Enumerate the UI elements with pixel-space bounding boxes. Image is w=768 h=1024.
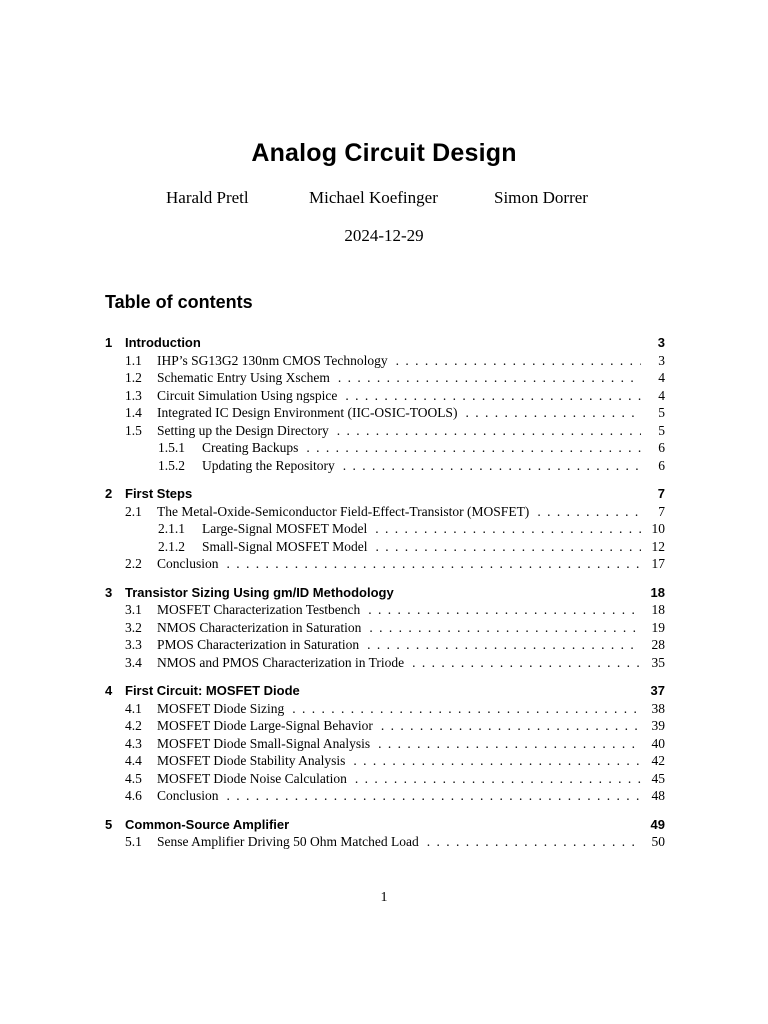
toc-section-entry[interactable] <box>105 833 665 851</box>
author-list <box>0 188 768 212</box>
toc-section-entry[interactable] <box>105 601 665 619</box>
toc-chapter-page: 3 <box>657 335 665 350</box>
toc-chapter-number: 2 <box>105 486 113 501</box>
toc-section-title: Updating the Repository <box>202 457 335 473</box>
toc-section-page: 5 <box>658 422 665 438</box>
toc-section-number: 3.2 <box>125 619 142 635</box>
dot-leader <box>367 636 641 654</box>
dot-leader <box>427 833 641 851</box>
toc-section-number: 4.3 <box>125 735 142 751</box>
toc-section-page: 7 <box>658 503 665 519</box>
toc-section-number: 2.2 <box>125 556 142 571</box>
toc-section-title: Small-Signal MOSFET Model <box>202 538 368 554</box>
dot-leader <box>537 503 641 521</box>
dot-leader <box>381 717 641 735</box>
toc-section-title: NMOS and PMOS Characterization in Triode <box>157 654 405 670</box>
toc-chapter <box>105 816 665 851</box>
toc-section-page: 42 <box>651 753 665 768</box>
dot-leader <box>396 352 641 370</box>
document-title: Analog Circuit Design <box>251 139 517 167</box>
dot-leader <box>353 752 641 770</box>
dot-leader <box>337 422 641 440</box>
toc-section-title: NMOS Characterization in Saturation <box>157 619 362 635</box>
document-date: 2024-12-29 <box>344 226 424 245</box>
dot-leader <box>368 601 641 619</box>
toc-section-title: Creating Backups <box>202 440 299 455</box>
toc-chapter-page: 37 <box>650 683 665 698</box>
toc-section-page: 6 <box>658 440 665 455</box>
toc-section-title: MOSFET Diode Stability Analysis <box>157 753 346 768</box>
toc-chapter-title: Introduction <box>125 335 201 350</box>
toc-section-entry[interactable] <box>105 717 665 735</box>
toc-section-entry[interactable] <box>105 352 665 370</box>
toc-section-page: 4 <box>658 387 665 403</box>
toc-section-number: 1.5.1 <box>158 440 185 455</box>
toc-section-entry[interactable] <box>105 422 665 440</box>
toc-section-entry[interactable] <box>105 770 665 788</box>
toc-section-title: MOSFET Diode Large-Signal Behavior <box>157 718 373 733</box>
toc-section-page: 39 <box>651 718 665 733</box>
toc-section-page: 3 <box>658 352 665 368</box>
dot-leader <box>227 787 641 805</box>
toc-subsection-entry[interactable] <box>105 538 665 556</box>
dot-leader <box>227 555 641 573</box>
toc-section-entry[interactable] <box>105 700 665 718</box>
toc-section-number: 1.3 <box>125 387 142 403</box>
toc-chapter-entry[interactable] <box>105 584 665 602</box>
toc-chapter-number: 5 <box>105 816 113 832</box>
toc-section-number: 4.2 <box>125 718 142 733</box>
toc-section-page: 5 <box>658 405 665 420</box>
toc-section-number: 1.4 <box>125 405 142 420</box>
toc-subsection-entry[interactable] <box>105 439 665 457</box>
toc-section-title: Conclusion <box>157 556 219 571</box>
toc-section-entry[interactable] <box>105 404 665 422</box>
toc-section-entry[interactable] <box>105 555 665 573</box>
author-name: Harald Pretl <box>166 188 249 207</box>
dot-leader <box>465 404 641 422</box>
dot-leader <box>292 700 641 718</box>
author-name: Simon Dorrer <box>494 188 588 207</box>
toc-section-number: 1.5.2 <box>158 457 185 473</box>
toc-section-title: Conclusion <box>157 788 219 803</box>
toc-section-page: 17 <box>651 556 665 571</box>
toc-section-entry[interactable] <box>105 787 665 805</box>
dot-leader <box>343 457 641 475</box>
toc-section-number: 3.1 <box>125 602 142 617</box>
toc-section-title: Sense Amplifier Driving 50 Ohm Matched Load <box>157 834 419 849</box>
toc-section-page: 50 <box>651 834 665 849</box>
toc-section-page: 18 <box>651 602 665 617</box>
toc-section-number: 2.1.1 <box>158 521 185 536</box>
dot-leader <box>306 439 641 457</box>
toc-section-title: Schematic Entry Using Xschem <box>157 370 330 385</box>
toc-section-entry[interactable] <box>105 654 665 672</box>
toc-chapter-title: Common-Source Amplifier <box>125 816 290 832</box>
toc-chapter-title: First Steps <box>125 486 193 501</box>
author-name: Michael Koefinger <box>309 188 438 207</box>
toc-section-title: PMOS Characterization in Saturation <box>157 637 360 652</box>
toc-chapter-number: 1 <box>105 335 113 350</box>
toc-section-entry[interactable] <box>105 387 665 405</box>
toc-section-entry[interactable] <box>105 636 665 654</box>
toc-section-page: 40 <box>651 735 665 751</box>
dot-leader <box>378 735 641 753</box>
toc-section-page: 10 <box>651 521 665 536</box>
dot-leader <box>338 369 641 387</box>
toc-section-number: 2.1 <box>125 503 142 519</box>
toc-section-page: 28 <box>651 637 665 652</box>
toc-chapter-title: First Circuit: MOSFET Diode <box>125 683 300 698</box>
toc-chapter <box>105 334 665 474</box>
dot-leader <box>376 538 641 556</box>
dot-leader <box>375 520 641 538</box>
toc-section-entry[interactable] <box>105 369 665 387</box>
toc-section-title: Integrated IC Design Environment (IIC-OSIC-TOOLS) <box>157 405 458 420</box>
toc-heading: Table of contents <box>105 292 253 312</box>
toc-section-title: The Metal-Oxide-Semiconductor Field-Effect-Transistor (MOSFET) <box>157 503 530 519</box>
toc-section-page: 35 <box>651 654 665 670</box>
toc-chapter-title: Transistor Sizing Using gm/ID Methodology <box>125 584 394 600</box>
toc-section-title: Large-Signal MOSFET Model <box>202 521 368 536</box>
dot-leader <box>345 387 641 405</box>
toc-section-page: 19 <box>651 619 665 635</box>
toc-section-number: 1.1 <box>125 352 142 368</box>
toc-section-number: 1.2 <box>125 370 142 385</box>
toc-section-title: Circuit Simulation Using ngspice <box>157 387 338 403</box>
toc-section-number: 3.4 <box>125 654 142 670</box>
toc-section-page: 38 <box>651 700 665 716</box>
toc-section-entry[interactable] <box>105 735 665 753</box>
toc-chapter-entry[interactable] <box>105 816 665 834</box>
toc-section-number: 4.1 <box>125 700 142 716</box>
toc-section-page: 48 <box>651 788 665 803</box>
toc-chapter <box>105 485 665 573</box>
toc-section-title: MOSFET Diode Sizing <box>157 700 285 716</box>
toc-section-number: 4.6 <box>125 788 142 803</box>
toc-section-number: 5.1 <box>125 834 142 849</box>
toc-section-page: 12 <box>651 538 665 554</box>
toc-section-title: MOSFET Characterization Testbench <box>157 602 361 617</box>
toc-chapter-page: 18 <box>650 584 665 600</box>
toc-section-title: MOSFET Diode Noise Calculation <box>157 770 347 786</box>
toc-chapter <box>105 682 665 805</box>
toc-chapter-entry[interactable] <box>105 334 665 352</box>
table-of-contents <box>105 334 665 862</box>
page-number: 1 <box>380 890 388 905</box>
dot-leader <box>355 770 641 788</box>
toc-chapter-entry[interactable] <box>105 682 665 700</box>
toc-subsection-entry[interactable] <box>105 457 665 475</box>
toc-section-entry[interactable] <box>105 619 665 637</box>
toc-section-entry[interactable] <box>105 752 665 770</box>
toc-section-page: 6 <box>658 457 665 473</box>
toc-chapter <box>105 584 665 672</box>
toc-section-number: 3.3 <box>125 637 142 652</box>
toc-section-number: 1.5 <box>125 422 142 438</box>
toc-section-number: 4.4 <box>125 753 142 768</box>
dot-leader <box>412 654 641 672</box>
toc-section-entry[interactable] <box>105 503 665 521</box>
toc-section-number: 2.1.2 <box>158 538 185 554</box>
toc-chapter-number: 3 <box>105 584 113 600</box>
toc-chapter-number: 4 <box>105 683 113 698</box>
toc-section-page: 4 <box>658 370 665 385</box>
toc-section-title: Setting up the Design Directory <box>157 422 329 438</box>
toc-section-number: 4.5 <box>125 770 142 786</box>
toc-subsection-entry[interactable] <box>105 520 665 538</box>
toc-section-title: MOSFET Diode Small-Signal Analysis <box>157 735 371 751</box>
toc-chapter-entry[interactable] <box>105 485 665 503</box>
dot-leader <box>369 619 641 637</box>
toc-chapter-page: 49 <box>650 816 665 832</box>
toc-section-title: IHP’s SG13G2 130nm CMOS Technology <box>157 352 388 368</box>
toc-section-page: 45 <box>651 770 665 786</box>
toc-chapter-page: 7 <box>657 486 665 501</box>
